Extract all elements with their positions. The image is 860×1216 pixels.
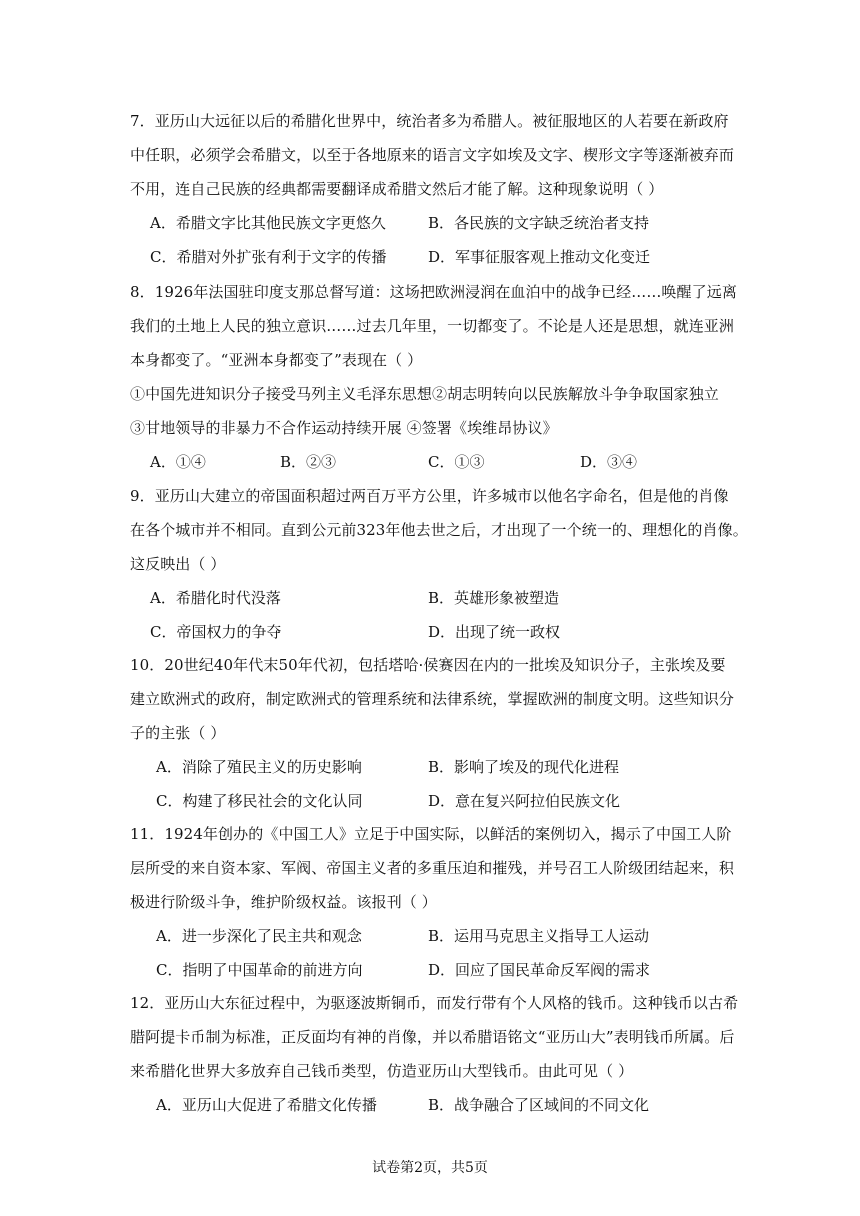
question-text-line: 来希腊化世界大多放弃自己钱币类型，仿造亚历山大型钱币。由此可见（ ） (130, 1062, 634, 1080)
option-row (130, 750, 736, 784)
question-text-line: 在各个城市并不相同。直到公元前323年他去世之后，才出现了一个统一的、理想化的肖像。 (130, 521, 748, 539)
option-row (130, 445, 736, 479)
option-d[interactable]: D．意在复兴阿拉伯民族文化 (428, 792, 621, 810)
option-b[interactable]: B．影响了埃及的现代化进程 (428, 758, 620, 776)
option-a[interactable]: A．①④ (150, 453, 206, 471)
question-text-line: 9．亚历山大建立的帝国面积超过两百万平方公里，许多城市以他名字命名，但是他的肖像 (130, 487, 729, 505)
option-row (130, 784, 736, 818)
question-text-line: 10．20世纪40年代末50年代初，包括塔哈·侯赛因在内的一批埃及知识分子，主张埃及要 (130, 656, 726, 674)
option-c[interactable]: C．帝国权力的争夺 (150, 623, 282, 641)
question-text-line: 12．亚历山大东征过程中，为驱逐波斯铜币，而发行带有个人风格的钱币。这种钱币以古希 (130, 994, 739, 1012)
option-row (130, 615, 736, 649)
option-row (130, 1088, 736, 1122)
option-c[interactable]: C．指明了中国革命的前进方向 (156, 961, 363, 979)
question-7 (130, 104, 736, 274)
option-d[interactable]: D．③④ (580, 453, 638, 471)
question-text-line: 我们的土地上人民的独立意识……过去几年里，一切都变了。不论是人还是思想，就连亚洲 (130, 317, 735, 335)
question-11 (130, 817, 736, 987)
option-a[interactable]: A．进一步深化了民主共和观念 (156, 927, 362, 945)
option-a[interactable]: A．亚历山大促进了希腊文化传播 (156, 1096, 377, 1114)
option-c[interactable]: C．希腊对外扩张有利于文字的传播 (150, 248, 387, 266)
option-d[interactable]: D．出现了统一政权 (428, 623, 561, 641)
question-text-line: 极进行阶级斗争，维护阶级权益。该报刊（ ） (130, 893, 437, 911)
option-c[interactable]: C．构建了移民社会的文化认同 (156, 792, 363, 810)
page-footer: 试卷第2页，共5页 (372, 1160, 488, 1176)
option-b[interactable]: B．各民族的文字缺乏统治者支持 (428, 214, 650, 232)
option-d[interactable]: D．军事征服客观上推动文化变迁 (428, 248, 651, 266)
question-text-line: 7．亚历山大远征以后的希腊化世界中，统治者多为希腊人。被征服地区的人若要在新政府 (130, 112, 729, 130)
option-d[interactable]: D．回应了国民革命反军阀的需求 (428, 961, 651, 979)
option-row (130, 206, 736, 240)
option-b[interactable]: B．战争融合了区域间的不同文化 (428, 1096, 650, 1114)
question-text-line: 这反映出（ ） (130, 555, 226, 573)
option-row (130, 919, 736, 953)
question-text-line: 本身都变了。“亚洲本身都变了”表现在（ ） (130, 351, 423, 369)
question-12 (130, 986, 739, 1122)
option-a[interactable]: A．消除了殖民主义的历史影响 (156, 758, 362, 776)
question-text-line: 子的主张（ ） (130, 724, 226, 742)
question-text-line: ③甘地领导的非暴力不合作运动持续开展 ④签署《埃维昂协议》 (130, 419, 558, 437)
option-c[interactable]: C．①③ (428, 453, 485, 471)
question-10 (130, 648, 736, 818)
option-a[interactable]: A．希腊化时代没落 (150, 589, 281, 607)
question-text-line: ①中国先进知识分子接受马列主义毛泽东思想②胡志明转向以民族解放斗争争取国家独立 (130, 385, 719, 403)
option-row (130, 581, 736, 615)
option-row (130, 953, 736, 987)
question-text-line: 11．1924年创办的《中国工人》立足于中国实际，以鲜活的案例切入，揭示了中国工人阶 (130, 825, 732, 843)
question-8 (130, 275, 736, 479)
option-a[interactable]: A．希腊文字比其他民族文字更悠久 (150, 214, 386, 232)
option-row (130, 240, 736, 274)
option-b[interactable]: B．英雄形象被塑造 (428, 589, 560, 607)
question-text-line: 中任职，必须学会希腊文，以至于各地原来的语言文字如埃及文字、楔形文字等逐渐被弃而 (130, 146, 735, 164)
option-b[interactable]: B．②③ (280, 453, 337, 471)
option-b[interactable]: B．运用马克思主义指导工人运动 (428, 927, 650, 945)
question-text-line: 建立欧洲式的政府，制定欧洲式的管理系统和法律系统，掌握欧洲的制度文明。这些知识分 (130, 690, 735, 708)
question-text-line: 不用，连自己民族的经典都需要翻译成希腊文然后才能了解。这种现象说明（ ） (130, 180, 664, 198)
question-text-line: 8．1926年法国驻印度支那总督写道：这场把欧洲浸润在血泊中的战争已经……唤醒了远离 (130, 283, 737, 301)
question-text-line: 层所受的来自资本家、军阀、帝国主义者的多重压迫和摧残，并号召工人阶级团结起来，积 (130, 859, 735, 877)
question-text-line: 腊阿提卡币制为标准，正反面均有神的肖像，并以希腊语铭文“亚历山大”表明钱币所属。后 (130, 1028, 735, 1046)
question-9 (130, 479, 748, 649)
